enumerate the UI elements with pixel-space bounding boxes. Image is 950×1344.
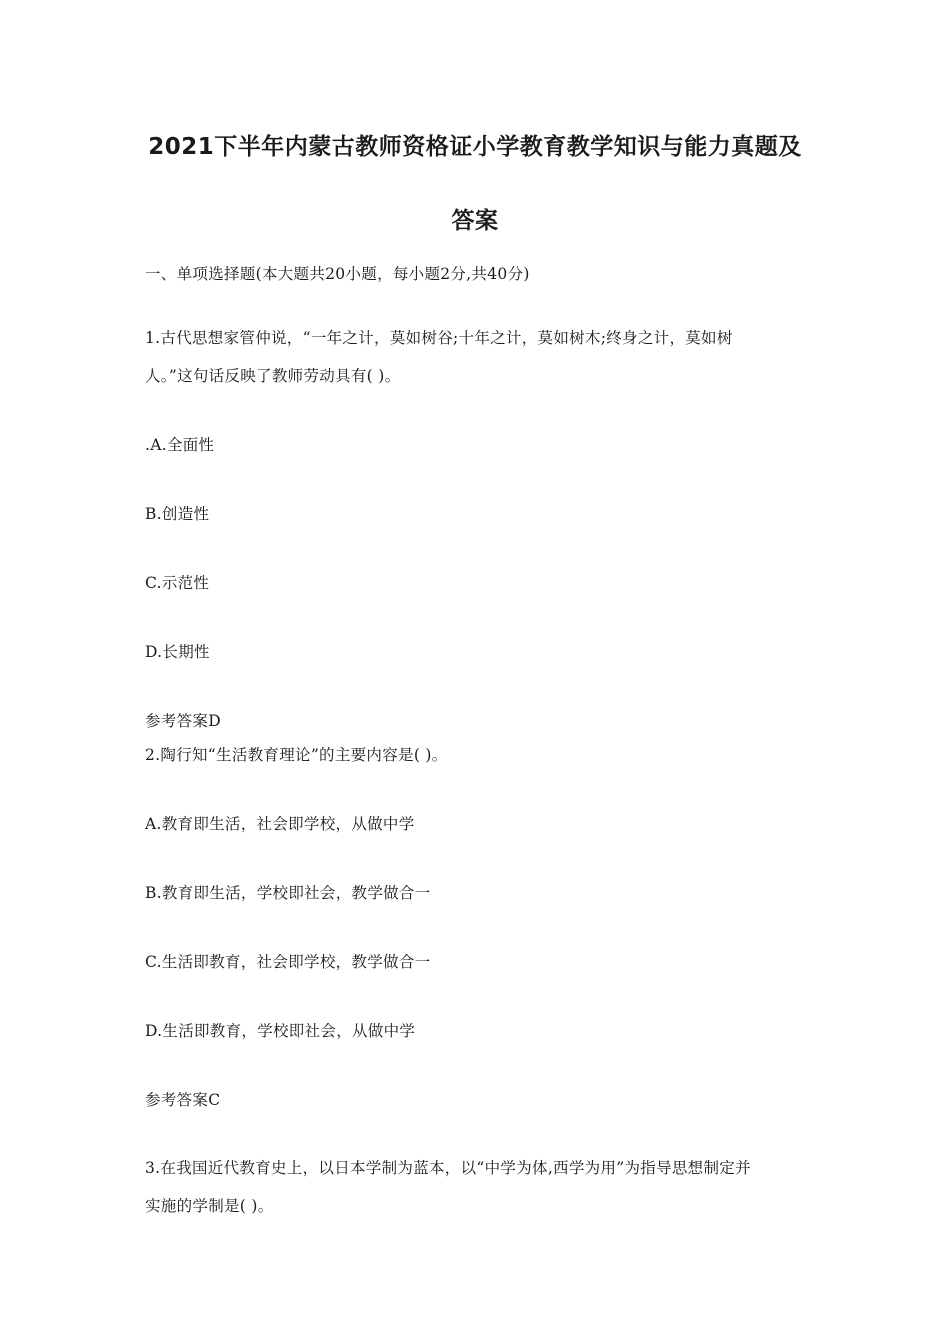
question-1-stem-line-1: 1.古代思想家管仲说，“一年之计，莫如树谷;十年之计，莫如树木;终身之计，莫如树 bbox=[145, 329, 733, 347]
question-1-option-b: B.创造性 bbox=[145, 505, 210, 523]
question-2-option-c: C.生活即教育，社会即学校，教学做合一 bbox=[145, 953, 431, 971]
section-heading: 一、单项选择题(本大题共20小题，每小题2分,共40分) bbox=[145, 265, 530, 283]
question-1-stem-line-2: 人。”这句话反映了教师劳动具有( )。 bbox=[145, 367, 401, 385]
document-title-line-2: 答案 bbox=[451, 208, 499, 234]
document-title-line-1: 2021下半年内蒙古教师资格证小学教育教学知识与能力真题及 bbox=[148, 134, 802, 160]
question-2-option-d: D.生活即教育，学校即社会，从做中学 bbox=[145, 1022, 416, 1040]
question-3-stem-line-1: 3.在我国近代教育史上，以日本学制为蓝本，以“中学为体,西学为用”为指导思想制定并 bbox=[145, 1159, 751, 1177]
question-1-option-a: .A.全面性 bbox=[145, 436, 215, 454]
question-3-stem-line-2: 实施的学制是( )。 bbox=[145, 1197, 274, 1215]
question-1-option-c: C.示范性 bbox=[145, 574, 210, 592]
question-2-stem: 2.陶行知“生活教育理论”的主要内容是( )。 bbox=[145, 746, 448, 764]
question-2-option-b: B.教育即生活，学校即社会，教学做合一 bbox=[145, 884, 431, 902]
question-2-option-a: A.教育即生活，社会即学校，从做中学 bbox=[145, 815, 415, 833]
question-1-answer: 参考答案D bbox=[145, 712, 221, 730]
question-1-option-d: D.长期性 bbox=[145, 643, 210, 661]
question-2-answer: 参考答案C bbox=[145, 1091, 221, 1109]
